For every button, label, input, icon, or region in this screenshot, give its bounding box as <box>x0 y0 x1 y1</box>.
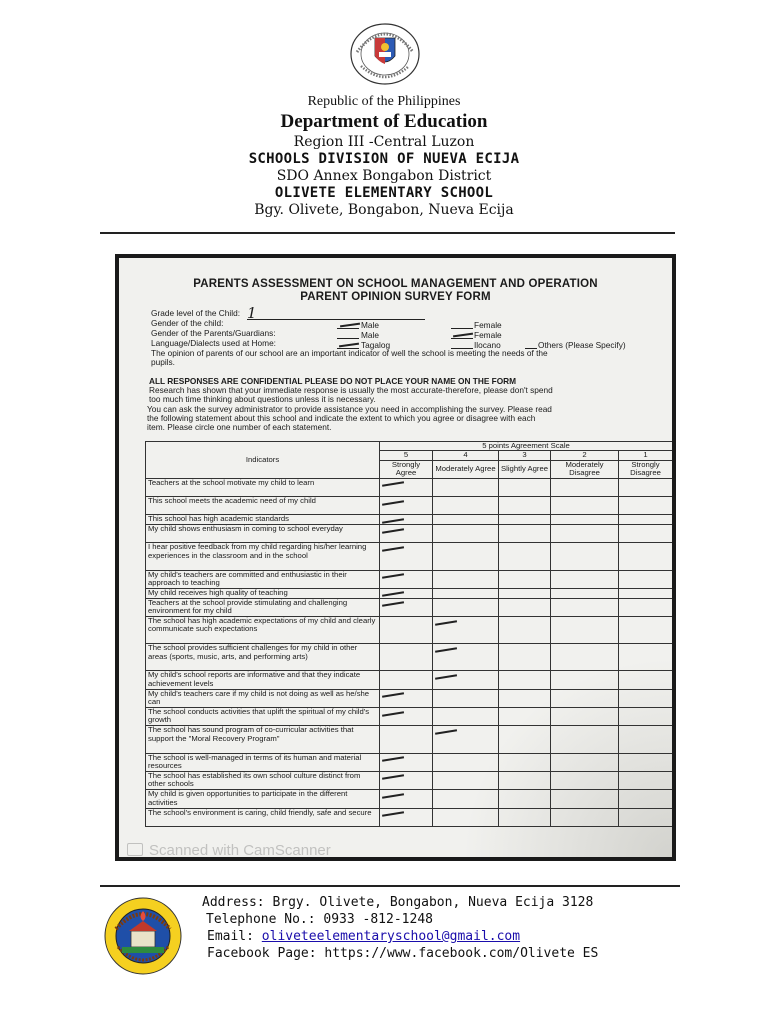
scale-label: Slightly Agree <box>499 460 551 478</box>
language-label: Language/Dialects used at Home: <box>151 338 276 348</box>
rating-cell-5[interactable] <box>380 753 433 771</box>
rating-cell-2[interactable] <box>551 808 619 826</box>
table-row <box>146 753 673 771</box>
table-row <box>146 644 673 671</box>
parent-female-check-mark <box>453 333 473 337</box>
indicator-text: This school has high academic standards <box>146 515 380 525</box>
rating-cell-3[interactable] <box>499 570 551 588</box>
check-mark <box>382 500 404 505</box>
table-row <box>146 708 673 726</box>
rating-cell-1[interactable] <box>619 790 673 808</box>
indicator-text: My child's school reports are informative and that they indicate achievement levels <box>146 671 380 689</box>
footer-address: Address: Brgy. Olivete, Bongabon, Nueva Ecija 3128 <box>202 895 594 910</box>
email-label: Email: <box>207 929 262 944</box>
table-row <box>146 771 673 789</box>
rating-cell-1[interactable] <box>619 708 673 726</box>
check-mark <box>382 528 404 533</box>
check-mark <box>435 729 457 734</box>
indicator-text: Teachers at the school provide stimulating and challenging environment for my child <box>146 598 380 616</box>
table-row <box>146 790 673 808</box>
indicator-text: My child's teachers are committed and enthusiastic in their approach to teaching <box>146 570 380 588</box>
indicator-text: The school provides sufficient challenges for my child in other areas (sports, music, arts, and performing arts) <box>146 644 380 671</box>
rating-cell-1[interactable] <box>619 671 673 689</box>
watermark-text: Scanned with CamScanner <box>149 842 331 857</box>
gender-parents-label: Gender of the Parents/Guardians: <box>151 328 276 338</box>
table-row <box>146 808 673 826</box>
rating-cell-5[interactable] <box>380 726 433 753</box>
parent-female-option: Female <box>474 330 502 340</box>
rating-cell-1[interactable] <box>619 525 673 543</box>
indicators-header: Indicators <box>146 442 380 479</box>
rating-cell-1[interactable] <box>619 497 673 515</box>
rating-cell-1[interactable] <box>619 543 673 570</box>
rating-cell-4[interactable] <box>433 808 499 826</box>
survey-table <box>145 441 672 827</box>
table-row <box>146 598 673 616</box>
check-mark <box>382 711 404 716</box>
rating-cell-3[interactable] <box>499 771 551 789</box>
rating-cell-5[interactable] <box>380 808 433 826</box>
confidential-notice: ALL RESPONSES ARE CONFIDENTIAL PLEASE DO NOT PLACE YOUR NAME ON THE FORM <box>149 376 517 386</box>
check-mark <box>382 592 404 597</box>
rating-cell-4[interactable] <box>433 570 499 588</box>
indicator-text: The school's environment is caring, child friendly, safe and secure <box>146 808 380 826</box>
rating-cell-3[interactable] <box>499 588 551 598</box>
assist-text-2: the following statement about this school and indicate the extent to which you agree or disagree with each <box>147 413 536 423</box>
male-option: Male <box>361 320 379 330</box>
rating-cell-2[interactable] <box>551 543 619 570</box>
rating-cell-2[interactable] <box>551 689 619 707</box>
rating-cell-3[interactable] <box>499 689 551 707</box>
gender-child-label: Gender of the child: <box>151 318 224 328</box>
table-row <box>146 689 673 707</box>
rating-cell-4[interactable] <box>433 689 499 707</box>
rating-cell-3[interactable] <box>499 644 551 671</box>
rating-cell-2[interactable] <box>551 790 619 808</box>
parent-male-line <box>337 338 359 339</box>
rating-cell-4[interactable] <box>433 671 499 689</box>
check-mark <box>382 756 404 761</box>
indicator-text: Teachers at the school motivate my child to learn <box>146 478 380 496</box>
scale-label: Moderately Disagree <box>551 460 619 478</box>
parent-male-option: Male <box>361 330 379 340</box>
table-row <box>146 570 673 588</box>
check-mark <box>435 620 457 625</box>
rating-cell-5[interactable] <box>380 689 433 707</box>
division-label: SCHOOLS DIVISION OF NUEVA ECIJA <box>248 151 520 167</box>
table-row <box>146 515 673 525</box>
grade-underline <box>247 319 425 320</box>
rating-cell-4[interactable] <box>433 515 499 525</box>
rating-cell-4[interactable] <box>433 617 499 644</box>
rating-cell-5[interactable] <box>380 497 433 515</box>
footer-facebook[interactable]: Facebook Page: https://www.facebook.com/Olivete ES <box>207 946 599 961</box>
rating-cell-3[interactable] <box>499 478 551 496</box>
scale-label: Moderately Agree <box>433 460 499 478</box>
rating-cell-1[interactable] <box>619 598 673 616</box>
rating-cell-1[interactable] <box>619 808 673 826</box>
rating-cell-5[interactable] <box>380 570 433 588</box>
indicator-text: The school has high academic expectations of my child and clearly communicate such expectations <box>146 617 380 644</box>
rating-cell-3[interactable] <box>499 515 551 525</box>
rating-cell-5[interactable] <box>380 515 433 525</box>
tagalog-option: Tagalog <box>361 340 391 350</box>
opinion-text-2: pupils. <box>151 357 175 367</box>
header-divider <box>100 232 675 234</box>
indicator-text: My child receives high quality of teaching <box>146 588 380 598</box>
scale-label: Strongly Disagree <box>619 460 673 478</box>
assist-text-1: You can ask the survey administrator to provide assistance you need in accomplishing the survey. Please read <box>147 404 552 414</box>
rating-cell-3[interactable] <box>499 598 551 616</box>
indicator-text: This school meets the academic need of my child <box>146 497 380 515</box>
school-logo <box>104 897 182 975</box>
check-mark <box>382 793 404 798</box>
check-mark <box>382 601 404 606</box>
female-line <box>451 328 473 329</box>
rating-cell-3[interactable] <box>499 726 551 753</box>
indicator-text: My child's teachers care if my child is not doing as well as he/she can <box>146 689 380 707</box>
rating-cell-4[interactable] <box>433 753 499 771</box>
scale-label: Strongly Agree <box>380 460 433 478</box>
table-row <box>146 478 673 496</box>
rating-cell-2[interactable] <box>551 617 619 644</box>
rating-cell-1[interactable] <box>619 644 673 671</box>
rating-cell-4[interactable] <box>433 726 499 753</box>
rating-cell-3[interactable] <box>499 497 551 515</box>
table-row <box>146 588 673 598</box>
rating-cell-1[interactable] <box>619 689 673 707</box>
rating-cell-4[interactable] <box>433 525 499 543</box>
rating-cell-5[interactable] <box>380 525 433 543</box>
table-row <box>146 726 673 753</box>
check-mark <box>382 481 404 486</box>
research-text-1: Research has shown that your immediate response is usually the most accurate-therefore, please don't spend <box>149 385 553 395</box>
rating-cell-1[interactable] <box>619 515 673 525</box>
district-label: SDO Annex Bongabon District <box>276 168 492 184</box>
rating-cell-4[interactable] <box>433 790 499 808</box>
others-option: Others (Please Specify) <box>538 340 626 350</box>
indicator-text: My child is given opportunities to participate in the different activities <box>146 790 380 808</box>
rating-cell-4[interactable] <box>433 588 499 598</box>
survey-form <box>119 258 672 857</box>
check-mark <box>382 546 404 551</box>
rating-cell-1[interactable] <box>619 478 673 496</box>
footer-telephone: Telephone No.: 0933 -812-1248 <box>206 912 433 927</box>
rating-cell-5[interactable] <box>380 588 433 598</box>
rating-cell-3[interactable] <box>499 617 551 644</box>
school-name: OLIVETE ELEMENTARY SCHOOL <box>274 185 494 201</box>
male-check-mark <box>340 323 360 327</box>
rating-cell-2[interactable] <box>551 570 619 588</box>
check-mark <box>435 674 457 679</box>
rating-cell-2[interactable] <box>551 515 619 525</box>
check-mark <box>382 518 404 523</box>
rating-cell-3[interactable] <box>499 525 551 543</box>
table-row <box>146 497 673 515</box>
rating-cell-2[interactable] <box>551 525 619 543</box>
male-line <box>337 328 359 329</box>
rating-cell-2[interactable] <box>551 771 619 789</box>
republic-label: Republic of the Philippines <box>307 94 461 109</box>
rating-cell-5[interactable] <box>380 708 433 726</box>
footer-divider <box>100 885 680 887</box>
check-mark <box>382 573 404 578</box>
rating-cell-1[interactable] <box>619 726 673 753</box>
scale-number: 3 <box>499 451 551 460</box>
indicator-text: The school has sound program of co-curricular activities that support the "Moral Recovery Program" <box>146 726 380 753</box>
footer-email-line <box>207 929 520 944</box>
rating-cell-2[interactable] <box>551 753 619 771</box>
rating-cell-5[interactable] <box>380 543 433 570</box>
indicator-text: I hear positive feedback from my child regarding his/her learning experiences in the classroom and in the school <box>146 543 380 570</box>
rating-cell-1[interactable] <box>619 753 673 771</box>
rating-cell-4[interactable] <box>433 598 499 616</box>
check-mark <box>382 692 404 697</box>
table-row <box>146 671 673 689</box>
rating-cell-2[interactable] <box>551 478 619 496</box>
form-subtitle: PARENT OPINION SURVEY FORM <box>300 291 491 303</box>
rating-cell-2[interactable] <box>551 598 619 616</box>
indicator-text: My child shows enthusiasm in coming to school everyday <box>146 525 380 543</box>
rating-cell-5[interactable] <box>380 598 433 616</box>
rating-cell-4[interactable] <box>433 644 499 671</box>
check-mark <box>382 775 404 780</box>
indicator-text: The school conducts activities that uplift the spiritual of my child's growth <box>146 708 380 726</box>
rating-cell-5[interactable] <box>380 771 433 789</box>
scale-number: 2 <box>551 451 619 460</box>
ilocano-option: Ilocano <box>474 340 501 350</box>
rating-cell-2[interactable] <box>551 588 619 598</box>
opinion-text-1: The opinion of parents of our school are an important indicator of well the school is meeting the needs of the <box>151 348 548 358</box>
rating-cell-5[interactable] <box>380 478 433 496</box>
assist-text-3: item. Please circle one number of each statement. <box>147 422 332 432</box>
rating-cell-3[interactable] <box>499 753 551 771</box>
table-row <box>146 543 673 570</box>
research-text-2: too much time thinking about questions unless it is necessary. <box>149 394 376 404</box>
scale-header: 5 points Agreement Scale <box>380 442 673 451</box>
form-title: PARENTS ASSESSMENT ON SCHOOL MANAGEMENT AND OPERATION <box>193 278 598 290</box>
indicator-text: The school has established its own school culture distinct from other schools <box>146 771 380 789</box>
rating-cell-5[interactable] <box>380 617 433 644</box>
camscanner-watermark <box>127 842 331 857</box>
female-option: Female <box>474 320 502 330</box>
school-address: Bgy. Olivete, Bongabon, Nueva Ecija <box>254 202 514 218</box>
rating-cell-1[interactable] <box>619 771 673 789</box>
rating-cell-3[interactable] <box>499 708 551 726</box>
deped-seal-logo <box>349 22 421 86</box>
parent-female-line <box>451 338 473 339</box>
scale-number: 5 <box>380 451 433 460</box>
indicator-text: The school is well-managed in terms of its human and material resources <box>146 753 380 771</box>
rating-cell-3[interactable] <box>499 543 551 570</box>
rating-cell-3[interactable] <box>499 790 551 808</box>
grade-value: 1 <box>247 304 257 322</box>
scale-number: 1 <box>619 451 673 460</box>
rating-cell-2[interactable] <box>551 497 619 515</box>
rating-cell-3[interactable] <box>499 808 551 826</box>
rating-cell-4[interactable] <box>433 708 499 726</box>
rating-cell-4[interactable] <box>433 497 499 515</box>
rating-cell-5[interactable] <box>380 671 433 689</box>
rating-cell-5[interactable] <box>380 790 433 808</box>
grade-label: Grade level of the Child: <box>151 308 241 318</box>
rating-cell-1[interactable] <box>619 617 673 644</box>
rating-cell-1[interactable] <box>619 570 673 588</box>
table-row <box>146 617 673 644</box>
check-mark <box>382 811 404 816</box>
rating-cell-2[interactable] <box>551 644 619 671</box>
rating-cell-2[interactable] <box>551 708 619 726</box>
rating-cell-4[interactable] <box>433 478 499 496</box>
rating-cell-1[interactable] <box>619 588 673 598</box>
tagalog-check-mark <box>339 343 359 347</box>
rating-cell-4[interactable] <box>433 771 499 789</box>
rating-cell-2[interactable] <box>551 726 619 753</box>
department-title: Department of Education <box>280 111 488 132</box>
camscanner-icon <box>127 843 143 856</box>
rating-cell-4[interactable] <box>433 543 499 570</box>
table-row <box>146 525 673 543</box>
rating-cell-5[interactable] <box>380 644 433 671</box>
rating-cell-3[interactable] <box>499 671 551 689</box>
check-mark <box>435 647 457 652</box>
scale-number: 4 <box>433 451 499 460</box>
region-label: Region III -Central Luzon <box>293 134 475 150</box>
email-link[interactable]: oliveteelementaryschool@gmail.com <box>261 929 521 944</box>
rating-cell-2[interactable] <box>551 671 619 689</box>
